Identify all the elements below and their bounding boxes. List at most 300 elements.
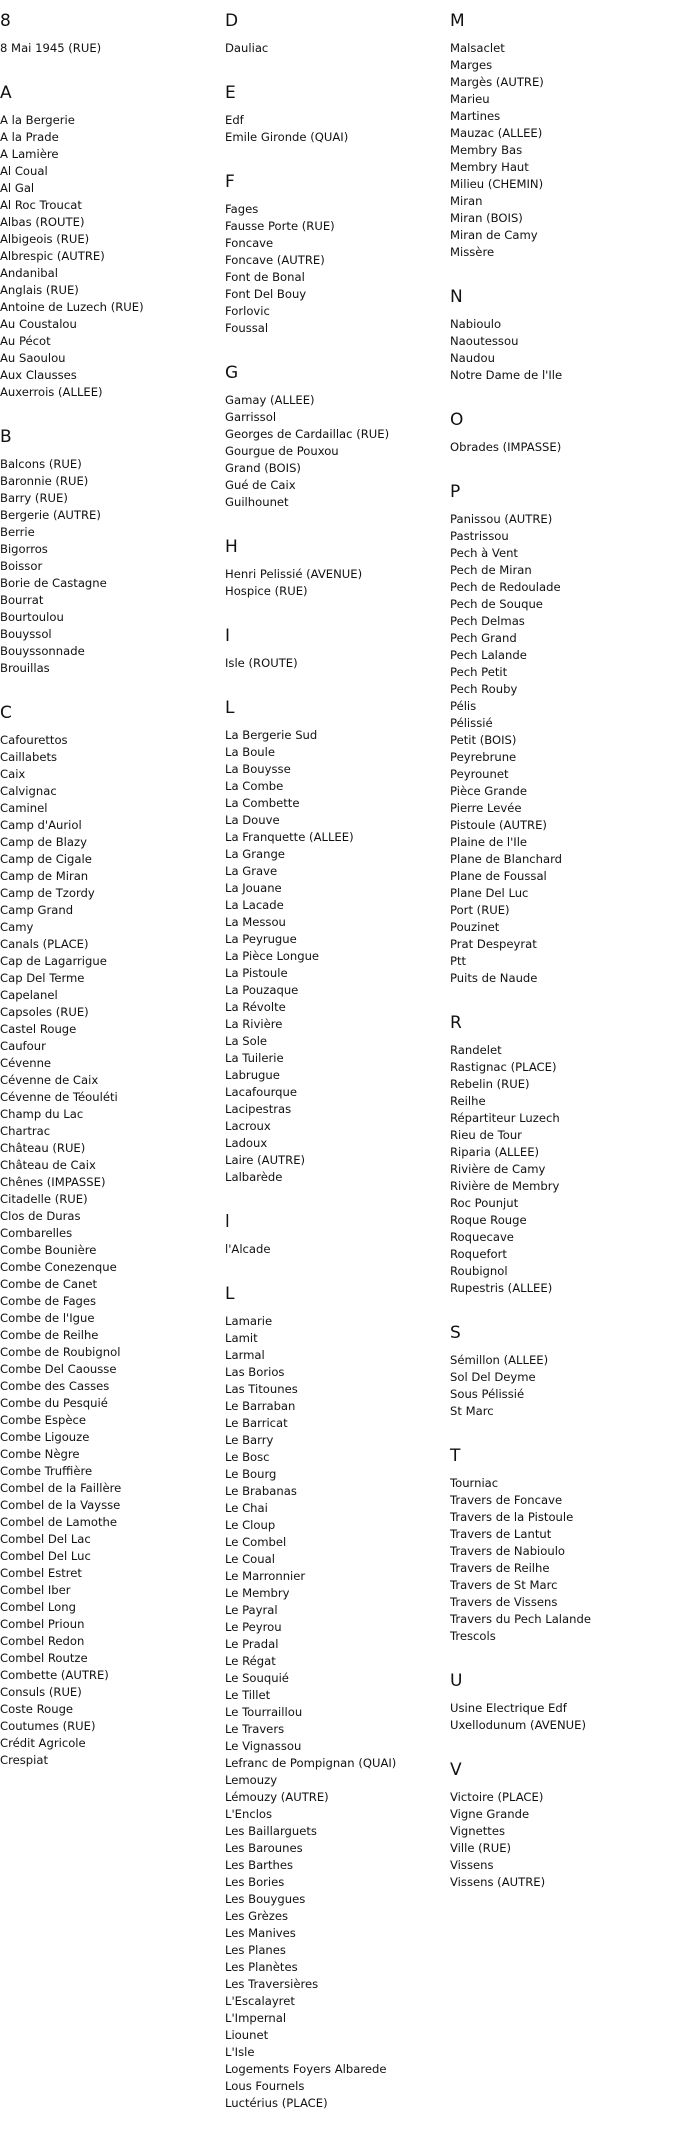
street-link[interactable]: Isle (ROUTE) bbox=[225, 656, 298, 670]
street-link[interactable]: La Bergerie Sud bbox=[225, 728, 318, 742]
street-link[interactable]: Camp de Tzordy bbox=[0, 886, 95, 900]
street-link[interactable]: Travers de Lantut bbox=[450, 1527, 552, 1541]
street-link[interactable]: Nabioulo bbox=[450, 317, 502, 331]
street-link[interactable]: Le Barry bbox=[225, 1433, 274, 1447]
street-link[interactable]: Camp d'Auriol bbox=[0, 818, 82, 832]
street-link[interactable]: La Combe bbox=[225, 779, 284, 793]
street-link[interactable]: Labrugue bbox=[225, 1068, 280, 1082]
street-link[interactable]: Combe Conezenque bbox=[0, 1260, 117, 1274]
street-link[interactable]: Champ du Lac bbox=[0, 1107, 84, 1121]
section-letter-heading: V bbox=[450, 1760, 462, 1780]
section-letter-heading: C bbox=[0, 703, 12, 723]
street-link[interactable]: Pech de Miran bbox=[450, 563, 532, 577]
street-link[interactable]: Combel Prioun bbox=[0, 1617, 85, 1631]
street-link[interactable]: Pech Petit bbox=[450, 665, 508, 679]
street-link[interactable]: Pistoule (AUTRE) bbox=[450, 818, 547, 832]
section-letter-heading: S bbox=[450, 1323, 461, 1343]
street-link[interactable]: Logements Foyers Albarede bbox=[225, 2062, 387, 2076]
street-link[interactable]: La Pièce Longue bbox=[225, 949, 320, 963]
street-link[interactable]: Capelanel bbox=[0, 988, 58, 1002]
street-link[interactable]: Usine Electrique Edf bbox=[450, 1701, 567, 1715]
street-link[interactable]: La Tuilerie bbox=[225, 1051, 284, 1065]
street-link[interactable]: Pierre Levée bbox=[450, 801, 522, 815]
street-link[interactable]: Combarelles bbox=[0, 1226, 73, 1240]
street-link[interactable]: Rivière de Camy bbox=[450, 1162, 546, 1176]
street-link[interactable]: l'Alcade bbox=[225, 1242, 271, 1256]
street-link[interactable]: Reilhe bbox=[450, 1094, 486, 1108]
street-link[interactable]: Peyrounet bbox=[450, 767, 509, 781]
street-link[interactable]: Le Chai bbox=[225, 1501, 268, 1515]
street-link[interactable]: Miran bbox=[450, 194, 483, 208]
street-link[interactable]: Combel Long bbox=[0, 1600, 76, 1614]
street-link[interactable]: Travers de la Pistoule bbox=[450, 1510, 574, 1524]
street-link[interactable]: Miran de Camy bbox=[450, 228, 538, 242]
street-link[interactable]: Bourrat bbox=[0, 593, 44, 607]
street-link[interactable]: Puits de Naude bbox=[450, 971, 538, 985]
street-list bbox=[450, 439, 675, 456]
street-link[interactable]: La Messou bbox=[225, 915, 286, 929]
street-link[interactable]: Luctérius (PLACE) bbox=[225, 2096, 328, 2110]
street-link[interactable]: Vigne Grande bbox=[450, 1807, 530, 1821]
street-link[interactable]: Font de Bonal bbox=[225, 270, 305, 284]
street-link[interactable]: La Grange bbox=[225, 847, 285, 861]
street-link[interactable]: Cévenne de Caix bbox=[0, 1073, 99, 1087]
street-link[interactable]: Combel Estret bbox=[0, 1566, 82, 1580]
street-link[interactable]: Lémouzy (AUTRE) bbox=[225, 1790, 329, 1804]
street-link[interactable]: Le Tourraillou bbox=[225, 1705, 303, 1719]
street-link[interactable]: A la Bergerie bbox=[0, 113, 75, 127]
street-link[interactable]: Lacroux bbox=[225, 1119, 271, 1133]
street-link[interactable]: Obrades (IMPASSE) bbox=[450, 440, 562, 454]
street-link[interactable]: Vissens bbox=[450, 1858, 494, 1872]
street-link[interactable]: Tourniac bbox=[450, 1476, 499, 1490]
street-link[interactable]: Rastignac (PLACE) bbox=[450, 1060, 557, 1074]
street-link[interactable]: Les Baillarguets bbox=[225, 1824, 317, 1838]
letter-section bbox=[450, 1321, 675, 1420]
street-link[interactable]: Bouyssol bbox=[0, 627, 52, 641]
street-link[interactable]: Missère bbox=[450, 245, 495, 259]
street-link[interactable]: La Pouzaque bbox=[225, 983, 299, 997]
street-link[interactable]: Combe Del Caousse bbox=[0, 1362, 117, 1376]
street-link[interactable]: Plaine de l'Ile bbox=[450, 835, 528, 849]
street-link[interactable]: Marieu bbox=[450, 92, 490, 106]
street-link[interactable]: Travers de Foncave bbox=[450, 1493, 563, 1507]
street-link[interactable]: Al Coual bbox=[0, 164, 48, 178]
street-link[interactable]: Naudou bbox=[450, 351, 495, 365]
letter-section bbox=[450, 1758, 675, 1891]
street-link[interactable]: Balcons (RUE) bbox=[0, 457, 82, 471]
street-link[interactable]: Cévenne bbox=[0, 1056, 52, 1070]
street-link[interactable]: Edf bbox=[225, 113, 244, 127]
street-link[interactable]: Petit (BOIS) bbox=[450, 733, 517, 747]
street-link[interactable]: Vissens (AUTRE) bbox=[450, 1875, 546, 1889]
street-list bbox=[225, 40, 450, 57]
street-link[interactable]: Guilhounet bbox=[225, 495, 289, 509]
street-link[interactable]: Crespiat bbox=[0, 1753, 49, 1767]
street-link[interactable]: Gué de Caix bbox=[225, 478, 296, 492]
street-link[interactable]: Albigeois (RUE) bbox=[0, 232, 90, 246]
street-link[interactable]: Le Marronnier bbox=[225, 1569, 306, 1583]
street-link[interactable]: Les Bories bbox=[225, 1875, 285, 1889]
street-link[interactable]: Rebelin (RUE) bbox=[450, 1077, 530, 1091]
street-link[interactable]: Pech à Vent bbox=[450, 546, 518, 560]
street-link[interactable]: Caminel bbox=[0, 801, 48, 815]
street-link[interactable]: Répartiteur Luzech bbox=[450, 1111, 560, 1125]
street-link[interactable]: Travers de St Marc bbox=[450, 1578, 558, 1592]
street-link[interactable]: Ptt bbox=[450, 954, 467, 968]
street-link[interactable]: Fausse Porte (RUE) bbox=[225, 219, 335, 233]
street-link[interactable]: La Boule bbox=[225, 745, 275, 759]
section-letter-heading: I bbox=[225, 626, 231, 646]
street-link[interactable]: Rivière de Membry bbox=[450, 1179, 560, 1193]
street-link[interactable]: Roquefort bbox=[450, 1247, 507, 1261]
street-link[interactable]: Combe Truffière bbox=[0, 1464, 93, 1478]
street-link[interactable]: Aux Clausses bbox=[0, 368, 77, 382]
street-link[interactable]: Lous Fournels bbox=[225, 2079, 305, 2093]
street-link[interactable]: Hospice (RUE) bbox=[225, 584, 308, 598]
street-link[interactable]: Combe de Fages bbox=[0, 1294, 97, 1308]
street-link[interactable]: Gourgue de Pouxou bbox=[225, 444, 339, 458]
street-link[interactable]: Sous Pélissié bbox=[450, 1387, 525, 1401]
street-link[interactable]: St Marc bbox=[450, 1404, 494, 1418]
street-link[interactable]: Pech de Redoulade bbox=[450, 580, 561, 594]
street-link[interactable]: Albrespic (AUTRE) bbox=[0, 249, 105, 263]
street-link[interactable]: Les Planes bbox=[225, 1943, 286, 1957]
street-link[interactable]: Caufour bbox=[0, 1039, 46, 1053]
street-link[interactable]: Au Coustalou bbox=[0, 317, 77, 331]
letter-section bbox=[225, 624, 450, 672]
street-link[interactable]: Victoire (PLACE) bbox=[450, 1790, 544, 1804]
street-link[interactable]: Capsoles (RUE) bbox=[0, 1005, 89, 1019]
street-link[interactable]: Notre Dame de l'Ile bbox=[450, 368, 563, 382]
street-link[interactable]: L'Impernal bbox=[225, 2011, 287, 2025]
street-link[interactable]: Le Tillet bbox=[225, 1688, 271, 1702]
street-link[interactable]: Le Bosc bbox=[225, 1450, 270, 1464]
street-link[interactable]: Le Payral bbox=[225, 1603, 278, 1617]
street-link[interactable]: Pech Grand bbox=[450, 631, 517, 645]
street-link[interactable]: Les Grèzes bbox=[225, 1909, 289, 1923]
street-link[interactable]: La Grave bbox=[225, 864, 278, 878]
street-link[interactable]: Au Pécot bbox=[0, 334, 51, 348]
street-link[interactable]: Le Travers bbox=[225, 1722, 285, 1736]
street-link[interactable]: La Franquette (ALLEE) bbox=[225, 830, 354, 844]
street-link[interactable]: Le Pradal bbox=[225, 1637, 279, 1651]
street-link[interactable]: Combe des Casses bbox=[0, 1379, 110, 1393]
street-link[interactable]: Combe de Reilhe bbox=[0, 1328, 99, 1342]
street-link[interactable]: Andanibal bbox=[0, 266, 58, 280]
street-link[interactable]: Le Vignassou bbox=[225, 1739, 302, 1753]
street-link[interactable]: Bergerie (AUTRE) bbox=[0, 508, 101, 522]
street-link[interactable]: Marges bbox=[450, 58, 493, 72]
street-link[interactable]: La Combette bbox=[225, 796, 300, 810]
street-link[interactable]: Sol Del Deyme bbox=[450, 1370, 536, 1384]
street-link[interactable]: Le Barraban bbox=[225, 1399, 296, 1413]
street-list bbox=[225, 392, 450, 511]
section-letter-heading: E bbox=[225, 83, 236, 103]
street-link[interactable]: Combe de Roubignol bbox=[0, 1345, 121, 1359]
street-link[interactable]: Combe Espèce bbox=[0, 1413, 87, 1427]
letter-section bbox=[225, 81, 450, 146]
street-link[interactable]: Combe Ligouze bbox=[0, 1430, 90, 1444]
street-link[interactable]: Combel Routze bbox=[0, 1651, 88, 1665]
street-link[interactable]: Bouyssonnade bbox=[0, 644, 85, 658]
street-link[interactable]: Panissou (AUTRE) bbox=[450, 512, 553, 526]
street-link[interactable]: La Peyrugue bbox=[225, 932, 297, 946]
street-list bbox=[0, 456, 225, 677]
street-link[interactable]: Lefranc de Pompignan (QUAI) bbox=[225, 1756, 397, 1770]
street-link[interactable]: L'Escalayret bbox=[225, 1994, 295, 2008]
street-link[interactable]: Naoutessou bbox=[450, 334, 519, 348]
street-link[interactable]: Travers de Reilhe bbox=[450, 1561, 550, 1575]
street-link[interactable]: Roquecave bbox=[450, 1230, 514, 1244]
street-link[interactable]: Combel de Lamothe bbox=[0, 1515, 118, 1529]
street-link[interactable]: Au Saoulou bbox=[0, 351, 66, 365]
street-link[interactable]: Combe Nègre bbox=[0, 1447, 80, 1461]
street-link[interactable]: Le Membry bbox=[225, 1586, 290, 1600]
street-link[interactable]: Coste Rouge bbox=[0, 1702, 74, 1716]
street-link[interactable]: Milieu (CHEMIN) bbox=[450, 177, 544, 191]
letter-section bbox=[450, 1011, 675, 1297]
street-link[interactable]: Lalbarède bbox=[225, 1170, 283, 1184]
street-list bbox=[0, 732, 225, 1769]
street-link[interactable]: La Douve bbox=[225, 813, 280, 827]
street-link[interactable]: La Révolte bbox=[225, 1000, 286, 1014]
street-link[interactable]: Camy bbox=[0, 920, 34, 934]
street-link[interactable]: Garrissol bbox=[225, 410, 277, 424]
street-link[interactable]: Sémillon (ALLEE) bbox=[450, 1353, 549, 1367]
street-link[interactable]: Lemouzy bbox=[225, 1773, 278, 1787]
street-link[interactable]: Citadelle (RUE) bbox=[0, 1192, 88, 1206]
street-link[interactable]: La Rivière bbox=[225, 1017, 283, 1031]
street-link[interactable]: Georges de Cardaillac (RUE) bbox=[225, 427, 390, 441]
street-link[interactable]: Riparia (ALLEE) bbox=[450, 1145, 540, 1159]
street-link[interactable]: Combe de Canet bbox=[0, 1277, 98, 1291]
street-link[interactable]: Lacipestras bbox=[225, 1102, 292, 1116]
letter-section bbox=[0, 9, 225, 57]
street-link[interactable]: Combel Del Lac bbox=[0, 1532, 91, 1546]
section-letter-heading: U bbox=[450, 1671, 463, 1691]
street-link[interactable]: Crédit Agricole bbox=[0, 1736, 86, 1750]
section-letter-heading: O bbox=[450, 410, 464, 430]
street-link[interactable]: Pech de Souque bbox=[450, 597, 543, 611]
street-link[interactable]: Pech Rouby bbox=[450, 682, 518, 696]
street-link[interactable]: Le Peyrou bbox=[225, 1620, 282, 1634]
street-link[interactable]: Vignettes bbox=[450, 1824, 506, 1838]
street-link[interactable]: A la Prade bbox=[0, 130, 59, 144]
street-link[interactable]: Baronnie (RUE) bbox=[0, 474, 89, 488]
street-link[interactable]: Plane Del Luc bbox=[450, 886, 529, 900]
street-link[interactable]: La Bouysse bbox=[225, 762, 291, 776]
street-link[interactable]: Chartrac bbox=[0, 1124, 51, 1138]
street-link[interactable]: Travers de Nabioulo bbox=[450, 1544, 566, 1558]
street-link[interactable]: Rieu de Tour bbox=[450, 1128, 522, 1142]
street-link[interactable]: Les Manives bbox=[225, 1926, 296, 1940]
section-letter-heading: R bbox=[450, 1013, 462, 1033]
street-link[interactable]: Anglais (RUE) bbox=[0, 283, 79, 297]
street-link[interactable]: Lacafourque bbox=[225, 1085, 297, 1099]
street-link[interactable]: Le Coual bbox=[225, 1552, 275, 1566]
street-link[interactable]: Miran (BOIS) bbox=[450, 211, 523, 225]
street-link[interactable]: Malsaclet bbox=[450, 41, 505, 55]
street-link[interactable]: Pélis bbox=[450, 699, 477, 713]
street-link[interactable]: Margès (AUTRE) bbox=[450, 75, 544, 89]
street-link[interactable]: Henri Pelissié (AVENUE) bbox=[225, 567, 363, 581]
street-link[interactable]: Larmal bbox=[225, 1348, 265, 1362]
street-link[interactable]: Chênes (IMPASSE) bbox=[0, 1175, 106, 1189]
street-link[interactable]: Auxerrois (ALLEE) bbox=[0, 385, 103, 399]
street-link[interactable]: Port (RUE) bbox=[450, 903, 510, 917]
street-link[interactable]: Forlovic bbox=[225, 304, 270, 318]
street-link[interactable]: Roubignol bbox=[450, 1264, 508, 1278]
street-link[interactable]: Gamay (ALLEE) bbox=[225, 393, 315, 407]
street-link[interactable]: Combel de la Vaysse bbox=[0, 1498, 121, 1512]
street-link[interactable]: Canals (PLACE) bbox=[0, 937, 89, 951]
street-link[interactable]: Combel de la Faillère bbox=[0, 1481, 122, 1495]
street-link[interactable]: Combe de l'Igue bbox=[0, 1311, 95, 1325]
street-link[interactable]: Coutumes (RUE) bbox=[0, 1719, 96, 1733]
street-link[interactable]: A Lamière bbox=[0, 147, 59, 161]
letter-section bbox=[0, 425, 225, 677]
section-letter-heading: D bbox=[225, 11, 239, 31]
street-link[interactable]: Château de Caix bbox=[0, 1158, 96, 1172]
letter-section bbox=[225, 170, 450, 337]
street-link[interactable]: Le Brabanas bbox=[225, 1484, 297, 1498]
street-link[interactable]: Cafourettos bbox=[0, 733, 68, 747]
street-link[interactable]: 8 Mai 1945 (RUE) bbox=[0, 41, 102, 55]
street-link[interactable]: Le Bourg bbox=[225, 1467, 277, 1481]
street-link[interactable]: Pélissié bbox=[450, 716, 493, 730]
street-list bbox=[0, 40, 225, 57]
street-list bbox=[450, 511, 675, 987]
street-link[interactable]: Emile Gironde (QUAI) bbox=[225, 130, 349, 144]
street-link[interactable]: Pouzinet bbox=[450, 920, 500, 934]
street-link[interactable]: Les Barounes bbox=[225, 1841, 303, 1855]
street-link[interactable]: Barry (RUE) bbox=[0, 491, 68, 505]
street-link[interactable]: Antoine de Luzech (RUE) bbox=[0, 300, 144, 314]
letter-section bbox=[0, 701, 225, 1769]
street-link[interactable]: Grand (BOIS) bbox=[225, 461, 301, 475]
street-link[interactable]: Laire (AUTRE) bbox=[225, 1153, 306, 1167]
street-link[interactable]: La Jouane bbox=[225, 881, 282, 895]
street-link[interactable]: Le Régat bbox=[225, 1654, 276, 1668]
street-link[interactable]: Membry Haut bbox=[450, 160, 529, 174]
street-link[interactable]: Combel Del Luc bbox=[0, 1549, 91, 1563]
street-link[interactable]: Le Barricat bbox=[225, 1416, 288, 1430]
street-link[interactable]: Liounet bbox=[225, 2028, 269, 2042]
street-link[interactable]: La Lacade bbox=[225, 898, 284, 912]
street-link[interactable]: Ville (RUE) bbox=[450, 1841, 512, 1855]
street-link[interactable]: Combe du Pesquié bbox=[0, 1396, 108, 1410]
street-link[interactable]: Le Souquié bbox=[225, 1671, 289, 1685]
street-link[interactable]: Al Gal bbox=[0, 181, 35, 195]
street-link[interactable]: Cap Del Terme bbox=[0, 971, 85, 985]
street-list bbox=[225, 566, 450, 600]
street-link[interactable]: Lamarie bbox=[225, 1314, 273, 1328]
street-link[interactable]: Pech Delmas bbox=[450, 614, 525, 628]
street-link[interactable]: Prat Despeyrat bbox=[450, 937, 537, 951]
street-link[interactable]: La Pistoule bbox=[225, 966, 288, 980]
street-link[interactable]: Plane de Foussal bbox=[450, 869, 547, 883]
street-link[interactable]: Bourtoulou bbox=[0, 610, 64, 624]
street-link[interactable]: Consuls (RUE) bbox=[0, 1685, 82, 1699]
street-link[interactable]: Combe Bounière bbox=[0, 1243, 97, 1257]
street-link[interactable]: Martines bbox=[450, 109, 501, 123]
street-link[interactable]: Travers de Vissens bbox=[450, 1595, 558, 1609]
street-link[interactable]: Combel Redon bbox=[0, 1634, 85, 1648]
street-link[interactable]: Les Traversières bbox=[225, 1977, 319, 1991]
street-link[interactable]: Las Titounes bbox=[225, 1382, 298, 1396]
street-link[interactable]: Al Roc Troucat bbox=[0, 198, 82, 212]
street-link[interactable]: Albas (ROUTE) bbox=[0, 215, 85, 229]
street-link[interactable]: Roque Rouge bbox=[450, 1213, 527, 1227]
street-link[interactable]: Foussal bbox=[225, 321, 269, 335]
street-link[interactable]: Randelet bbox=[450, 1043, 502, 1057]
street-link[interactable]: Fages bbox=[225, 202, 259, 216]
street-link[interactable]: Château (RUE) bbox=[0, 1141, 86, 1155]
street-link[interactable]: Les Barthes bbox=[225, 1858, 294, 1872]
street-link[interactable]: L'Enclos bbox=[225, 1807, 273, 1821]
street-link[interactable]: Camp de Cigale bbox=[0, 852, 92, 866]
street-link[interactable]: Brouillas bbox=[0, 661, 50, 675]
section-letter-heading: T bbox=[450, 1446, 461, 1466]
street-link[interactable]: Plane de Blanchard bbox=[450, 852, 563, 866]
street-link[interactable]: Membry Bas bbox=[450, 143, 523, 157]
street-link[interactable]: La Sole bbox=[225, 1034, 268, 1048]
street-link[interactable]: Le Cloup bbox=[225, 1518, 276, 1532]
street-link[interactable]: Les Planètes bbox=[225, 1960, 298, 1974]
street-link[interactable]: Foncave bbox=[225, 236, 274, 250]
street-link[interactable]: Lamit bbox=[225, 1331, 258, 1345]
street-link[interactable]: Roc Pounjut bbox=[450, 1196, 519, 1210]
street-link[interactable]: Clos de Duras bbox=[0, 1209, 81, 1223]
street-link[interactable]: Camp de Blazy bbox=[0, 835, 87, 849]
street-link[interactable]: Caix bbox=[0, 767, 26, 781]
street-link[interactable]: Uxellodunum (AVENUE) bbox=[450, 1718, 587, 1732]
street-link[interactable]: Trescols bbox=[450, 1629, 496, 1643]
letter-section bbox=[450, 408, 675, 456]
street-link[interactable]: Pastrissou bbox=[450, 529, 509, 543]
street-link[interactable]: Caillabets bbox=[0, 750, 58, 764]
street-link[interactable]: Camp Grand bbox=[0, 903, 74, 917]
street-link[interactable]: Boissor bbox=[0, 559, 43, 573]
street-link[interactable]: Cévenne de Téouléti bbox=[0, 1090, 118, 1104]
street-link[interactable]: Las Borios bbox=[225, 1365, 285, 1379]
street-link[interactable]: Calvignac bbox=[0, 784, 57, 798]
street-link[interactable]: Foncave (AUTRE) bbox=[225, 253, 325, 267]
street-link[interactable]: Berrie bbox=[0, 525, 35, 539]
street-link[interactable]: Camp de Miran bbox=[0, 869, 89, 883]
street-link[interactable]: Pièce Grande bbox=[450, 784, 527, 798]
street-link[interactable]: Cap de Lagarrigue bbox=[0, 954, 107, 968]
street-link[interactable]: Travers du Pech Lalande bbox=[450, 1612, 591, 1626]
street-link[interactable]: Les Bouygues bbox=[225, 1892, 306, 1906]
street-link[interactable]: Combel Iber bbox=[0, 1583, 71, 1597]
street-link[interactable]: Borie de Castagne bbox=[0, 576, 107, 590]
street-link[interactable]: Bigorros bbox=[0, 542, 48, 556]
street-link[interactable]: Dauliac bbox=[225, 41, 269, 55]
letter-section bbox=[225, 1282, 450, 2112]
street-link[interactable]: Mauzac (ALLEE) bbox=[450, 126, 543, 140]
street-link[interactable]: Castel Rouge bbox=[0, 1022, 77, 1036]
street-link[interactable]: L'Isle bbox=[225, 2045, 255, 2059]
street-link[interactable]: Pech Lalande bbox=[450, 648, 527, 662]
street-link[interactable]: Rupestris (ALLEE) bbox=[450, 1281, 553, 1295]
street-link[interactable]: Le Combel bbox=[225, 1535, 287, 1549]
street-link[interactable]: Ladoux bbox=[225, 1136, 268, 1150]
street-link[interactable]: Peyrebrune bbox=[450, 750, 517, 764]
street-link[interactable]: Font Del Bouy bbox=[225, 287, 307, 301]
street-link[interactable]: Combette (AUTRE) bbox=[0, 1668, 109, 1682]
